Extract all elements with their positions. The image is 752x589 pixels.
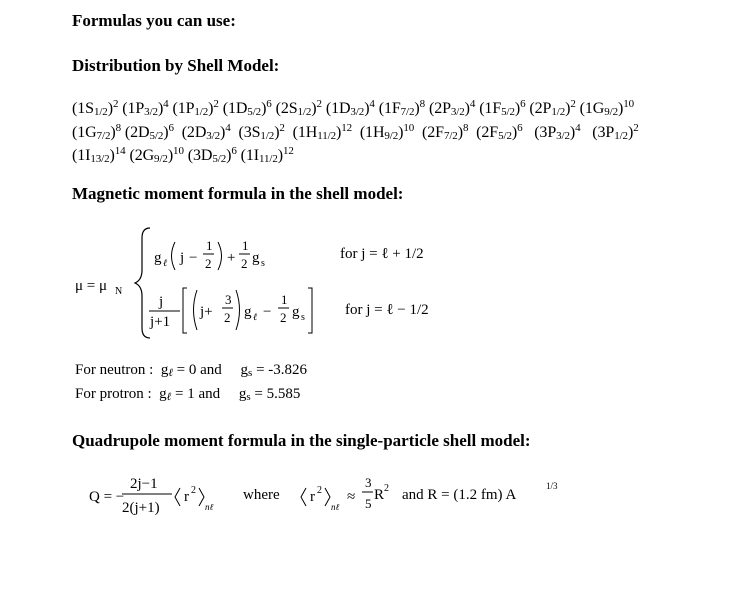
svg-text:−: − xyxy=(189,250,198,266)
magnetic-moment-formula xyxy=(60,218,480,340)
proton-values: For protron : $g_\ell = 1$ and $g_s = 5.585$ xyxy=(75,386,301,403)
svg-text:where: where xyxy=(243,487,280,503)
svg-text:2: 2 xyxy=(224,310,231,325)
shell-config-line-2: $(1G_{7/2})^8$ $(2D_{5/2})^6$ $(2D_{3/2})^4$ $(3S_{1/2})^2$ $(1H_{11/2})^{12}$ $(1H_{9/2})^{10}$ $(2F_{7/2})^8$ $(2F_{5/2})^6$ $(3P_{3/2})^4$ $(3P_{1/2})^2$ xyxy=(72,122,639,142)
svg-text:μ = μ: μ = μ xyxy=(75,278,108,294)
svg-text:and R = (1.2 fm) A: and R = (1.2 fm) A xyxy=(402,487,517,503)
svg-text:3: 3 xyxy=(365,475,372,490)
svg-text:R: R xyxy=(374,487,385,503)
svg-text:for j = ℓ + 1/2: for j = ℓ + 1/2 xyxy=(340,246,424,262)
svg-text:1: 1 xyxy=(242,238,249,253)
shell-config-line-1: $(1S_{1/2})^2$ $(1P_{3/2})^4$ $(1P_{1/2})^2$ $(1D_{5/2})^6$ $(2S_{1/2})^2$ $(1D_{3/2})^4$ $(1F_{7/2})^8$ $(2P_{3/2})^4$ $(1F_{5/2})^6$ $(2P_{1/2})^2$ $(1G_{9/2})^{10}$ xyxy=(72,98,635,118)
svg-text:2j−1: 2j−1 xyxy=(130,476,158,492)
svg-text:r: r xyxy=(184,489,189,505)
svg-text:Q = −: Q = − xyxy=(89,489,125,505)
svg-text:g: g xyxy=(252,250,260,266)
svg-text:nℓ: nℓ xyxy=(331,502,340,512)
svg-text:5: 5 xyxy=(365,496,372,511)
heading-quadrupole: Quadrupole moment formula in the single-particle shell model: xyxy=(72,431,531,450)
svg-text:for j = ℓ − 1/2: for j = ℓ − 1/2 xyxy=(345,302,429,318)
quadrupole-formula xyxy=(60,468,580,528)
svg-text:N: N xyxy=(115,286,123,297)
svg-text:3: 3 xyxy=(225,292,232,307)
svg-text:2(j+1): 2(j+1) xyxy=(122,500,160,516)
svg-text:j: j xyxy=(180,250,185,266)
svg-text:j: j xyxy=(159,294,164,310)
svg-text:2: 2 xyxy=(317,485,322,496)
svg-text:2: 2 xyxy=(241,256,248,271)
svg-text:s: s xyxy=(301,312,305,323)
svg-text:+: + xyxy=(227,250,236,266)
svg-text:≈: ≈ xyxy=(347,489,356,505)
svg-text:ℓ: ℓ xyxy=(163,258,168,269)
heading-formulas: Formulas you can use: xyxy=(72,11,236,30)
svg-text:g: g xyxy=(244,304,252,320)
svg-text:2: 2 xyxy=(384,483,389,494)
svg-text:2: 2 xyxy=(205,256,212,271)
neutron-values: For neutron : $g_\ell = 0$ and $g_s = -3.826$ xyxy=(75,362,308,379)
svg-text:g: g xyxy=(292,304,300,320)
svg-text:2: 2 xyxy=(191,485,196,496)
svg-text:1/3: 1/3 xyxy=(546,481,558,491)
shell-config-line-3: $(1I_{13/2})^{14}$ $(2G_{9/2})^{10}$ $(3D_{5/2})^6$ $(1I_{11/2})^{12}$ xyxy=(72,145,294,165)
svg-text:1: 1 xyxy=(281,292,288,307)
svg-text:2: 2 xyxy=(280,310,287,325)
svg-text:j+1: j+1 xyxy=(150,314,171,330)
svg-text:s: s xyxy=(261,258,265,269)
heading-magnetic: Magnetic moment formula in the shell model: xyxy=(72,184,404,203)
svg-text:nℓ: nℓ xyxy=(205,502,214,512)
svg-text:ℓ: ℓ xyxy=(253,312,258,323)
svg-text:g: g xyxy=(154,250,162,266)
heading-distribution: Distribution by Shell Model: xyxy=(72,56,280,75)
svg-text:j+: j+ xyxy=(200,304,213,320)
svg-text:−: − xyxy=(263,304,272,320)
svg-text:1: 1 xyxy=(206,238,213,253)
svg-text:r: r xyxy=(310,489,315,505)
